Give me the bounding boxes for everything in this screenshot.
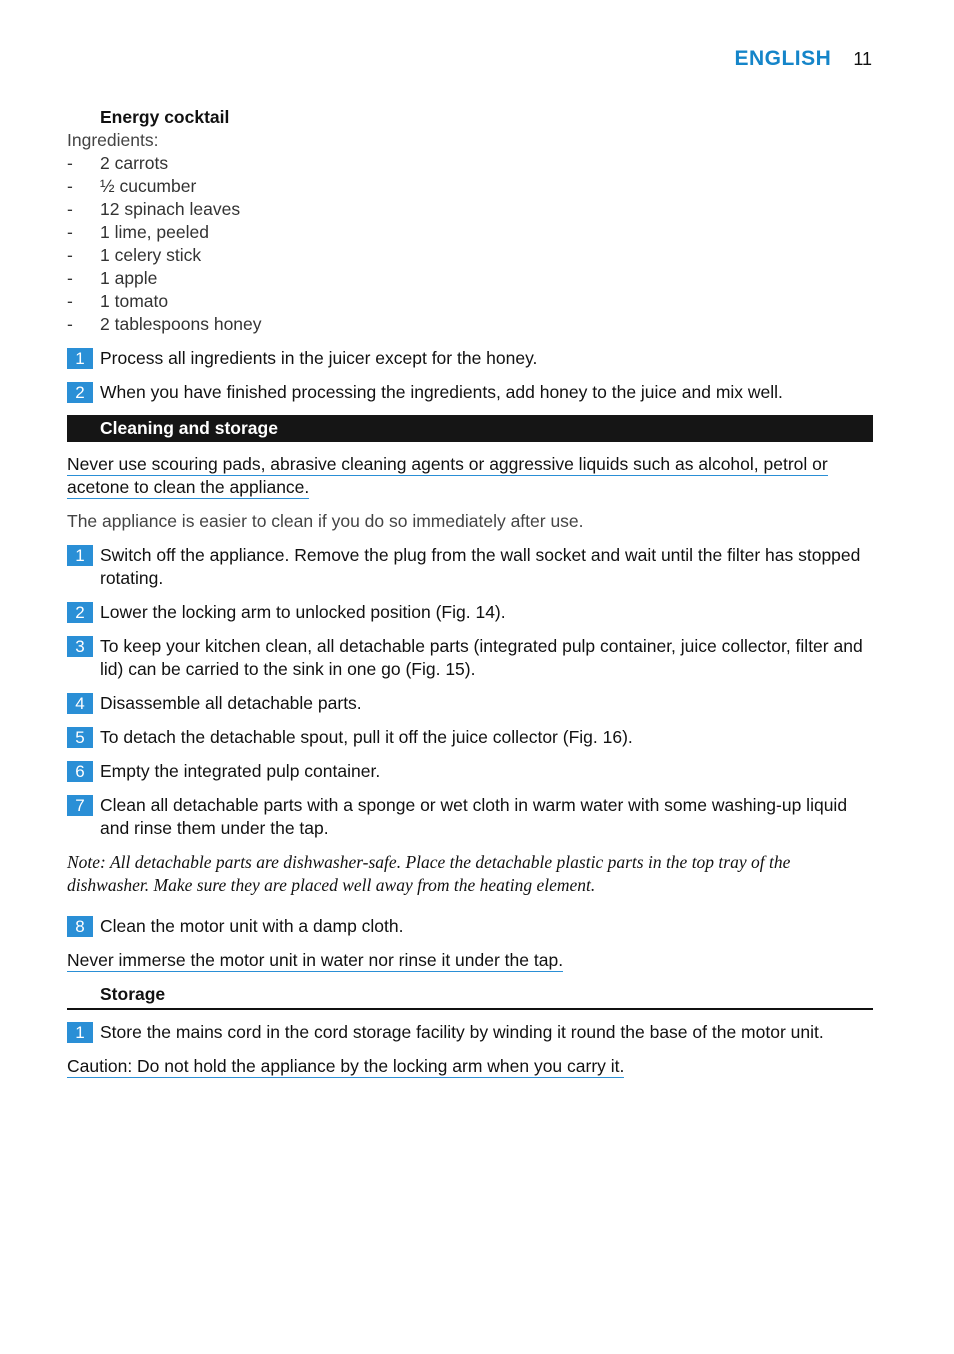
step-number: 2 [67, 602, 93, 623]
language-label: ENGLISH [734, 47, 832, 70]
cleaning-warning: Never use scouring pads, abrasive cleaning agents or aggressive liquids such as alcohol, petrol or acetone to clean the appliance. [67, 454, 828, 497]
list-item: - 1 celery stick [67, 245, 202, 265]
page-header [734, 47, 872, 71]
step-text: Clean the motor unit with a damp cloth. [100, 915, 404, 936]
page-number: 11 [853, 49, 872, 69]
recipe-step [67, 381, 873, 404]
storage-caution: Caution: Do not hold the appliance by the locking arm when you carry it. [67, 1055, 625, 1076]
step-text: Lower the locking arm to unlocked position (Fig. 14). [100, 602, 506, 622]
step-number: 4 [67, 693, 93, 714]
page-content [67, 106, 873, 1078]
dishwasher-note: Note: All detachable parts are dishwasher-safe. Place the detachable plastic parts in the top tray of the dishwasher. Make sure they are placed well away from the heating element. [67, 852, 791, 895]
cleaning-intro: The appliance is easier to clean if you do so immediately after use. [67, 511, 584, 531]
list-item: - 1 tomato [67, 291, 169, 311]
section-heading-cleaning: Cleaning and storage [67, 415, 873, 442]
step-number: 2 [67, 382, 93, 403]
step-text: Disassemble all detachable parts. [100, 693, 362, 713]
ingredients-label: Ingredients: [67, 130, 159, 150]
list-item: - ½ cucumber [67, 176, 197, 196]
step-text: Clean all detachable parts with a sponge or wet cloth in warm water with some washing-up liquid and rinse them under the tap. [100, 795, 848, 838]
cleaning-step [67, 601, 873, 624]
cleaning-step [67, 726, 873, 749]
cleaning-step [67, 692, 873, 715]
step-number: 5 [67, 727, 93, 748]
step-text: Switch off the appliance. Remove the plug from the wall socket and wait until the filter has stopped rotating. [100, 545, 861, 588]
cleaning-step [67, 635, 873, 681]
step-text: Process all ingredients in the juicer except for the honey. [100, 348, 538, 368]
step-number: 1 [67, 545, 93, 566]
motor-warning: Never immerse the motor unit in water nor rinse it under the tap. [67, 949, 564, 970]
step-text: To detach the detachable spout, pull it off the juice collector (Fig. 16). [100, 727, 633, 747]
step-number: 8 [67, 916, 93, 937]
step-number: 6 [67, 761, 93, 782]
recipe-step [67, 347, 873, 370]
section-heading-storage: Storage [67, 983, 873, 1010]
recipe-title: Energy cocktail [100, 107, 230, 127]
list-item: - 2 tablespoons honey [67, 314, 262, 334]
cleaning-step [67, 915, 873, 938]
cleaning-step [67, 544, 873, 590]
list-item: - 12 spinach leaves [67, 199, 241, 219]
step-text: To keep your kitchen clean, all detachable parts (integrated pulp container, juice collector, filter and lid) can be carried to the sink in one go (Fig. 15). [100, 636, 863, 679]
ingredients-list [67, 152, 873, 336]
step-number: 7 [67, 795, 93, 816]
step-text: Empty the integrated pulp container. [100, 761, 381, 781]
storage-step [67, 1021, 873, 1044]
step-number: 1 [67, 1022, 93, 1043]
list-item: - 1 lime, peeled [67, 222, 209, 242]
list-item: - 1 apple [67, 268, 158, 288]
cleaning-step [67, 794, 873, 840]
step-number: 3 [67, 636, 93, 657]
list-item: - 2 carrots [67, 153, 169, 173]
step-text: When you have finished processing the ingredients, add honey to the juice and mix well. [100, 382, 783, 402]
step-text: Store the mains cord in the cord storage facility by winding it round the base of the motor unit. [100, 1021, 824, 1042]
step-number: 1 [67, 348, 93, 369]
cleaning-step [67, 760, 873, 783]
